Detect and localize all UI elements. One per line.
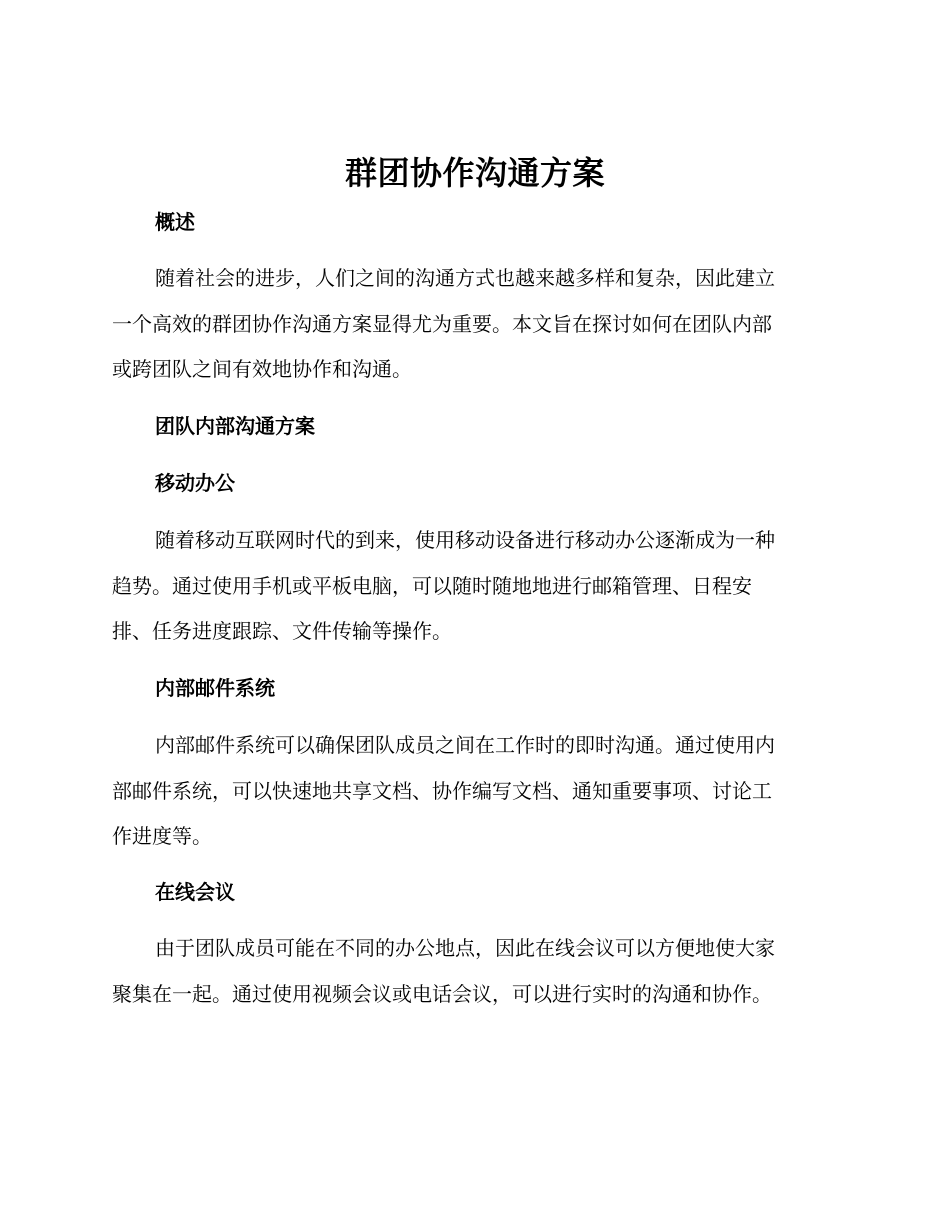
paragraph-line: 随着社会的进步，人们之间的沟通方式也越来越多样和复杂，因此建立: [155, 266, 775, 290]
paragraph-line: 作进度等。: [112, 824, 212, 848]
section-heading-internal-mail: 内部邮件系统: [155, 676, 275, 700]
paragraph-line: 一个高效的群团协作沟通方案显得尤为重要。本文旨在探讨如何在团队内部: [112, 311, 772, 336]
paragraph-line: 排、任务进度跟踪、文件传输等操作。: [112, 619, 452, 643]
section-heading-team-internal: 团队内部沟通方案: [155, 414, 315, 438]
paragraph-mobile-office: [112, 518, 832, 655]
paragraph-internal-mail: [112, 723, 832, 860]
section-heading-online-meeting: 在线会议: [155, 880, 235, 904]
paragraph-line: 聚集在一起。通过使用视频会议或电话会议，可以进行实时的沟通和协作。: [112, 981, 772, 1006]
paragraph-line: 趋势。通过使用手机或平板电脑，可以随时随地地进行邮箱管理、日程安: [112, 573, 752, 598]
section-heading-overview: 概述: [155, 210, 195, 234]
paragraph-line: 随着移动互联网时代的到来，使用移动设备进行移动办公逐渐成为一种: [155, 528, 775, 552]
section-heading-mobile-office: 移动办公: [155, 471, 235, 495]
paragraph-line: 内部邮件系统可以确保团队成员之间在工作时的即时沟通。通过使用内: [155, 733, 775, 757]
paragraph-online-meeting: [112, 926, 832, 1017]
paragraph-line: 或跨团队之间有效地协作和沟通。: [112, 357, 412, 381]
document-title: 群团协作沟通方案: [344, 154, 605, 192]
paragraph-overview: [112, 256, 832, 393]
paragraph-line: 由于团队成员可能在不同的办公地点，因此在线会议可以方便地使大家: [155, 936, 775, 960]
paragraph-line: 部邮件系统，可以快速地共享文档、协作编写文档、通知重要事项、讨论工: [112, 778, 772, 803]
